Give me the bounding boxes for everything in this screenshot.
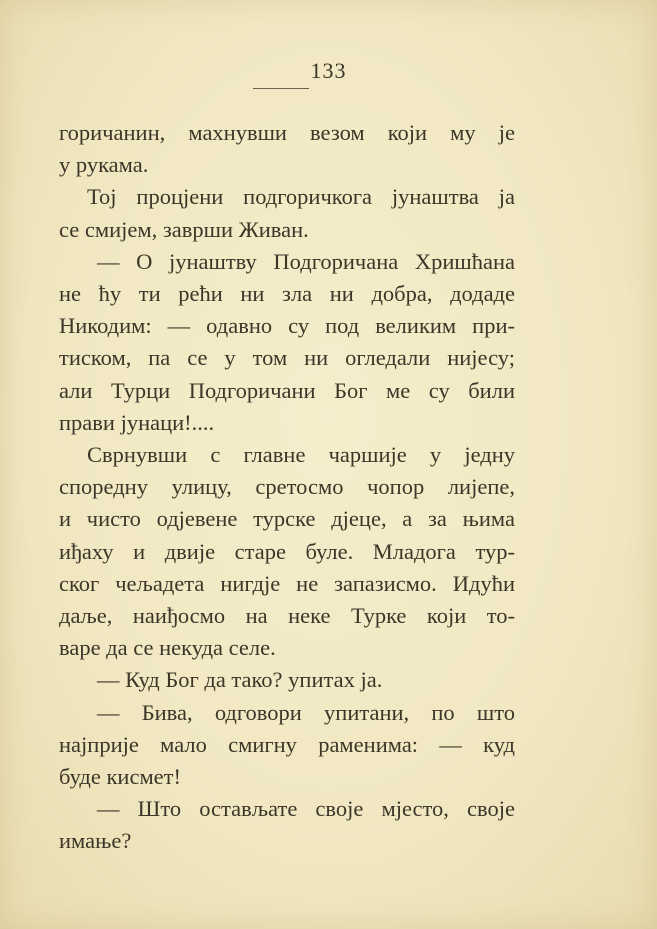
text-line: најприје мало смигну раменима: — куд	[59, 731, 515, 757]
text-line: и чисто одјевене турске дјеце, а за њима	[59, 506, 515, 532]
text-line: тиском, па се у том ни огледали нијесу;	[59, 345, 515, 371]
text-line: Никодим: — одавно су под великим при-	[59, 313, 515, 339]
text-line: имање?	[59, 828, 132, 854]
text-line: Тој процјени подгоричкога јунаштва ја	[87, 184, 515, 210]
text-line: — Бива, одговори упитани, по што	[97, 699, 515, 725]
text-line: — Што остављате своје мјесто, своје	[97, 796, 515, 822]
text-line: се смијем, заврши Живан.	[59, 216, 309, 242]
text-line: ског чељадета нигдје не запазисмо. Идући	[59, 570, 515, 596]
text-line: прави јунаци!....	[59, 409, 215, 435]
page-number: 133	[310, 58, 347, 83]
text-line: Сврнувши с главне чаршије у једну	[87, 442, 515, 468]
text-line: у рукама.	[59, 152, 149, 178]
text-line: буде кисмет!	[59, 764, 181, 790]
text-line: споредну улицу, сретосмо чопор лијепе,	[59, 474, 515, 500]
text-line: — О јунаштву Подгоричана Хришћана	[97, 248, 515, 274]
text-line: али Турци Подгоричани Бог ме су били	[59, 377, 515, 403]
page-number-rule	[253, 88, 309, 89]
text-line: даље, наиђосмо на неке Турке који то-	[59, 603, 515, 629]
text-line: — Куд Бог да тако? упитах ја.	[97, 667, 383, 693]
text-line: горичанин, махнувши везом који му је	[59, 120, 515, 145]
text-line: не ћу ти рећи ни зла ни добра, додаде	[59, 281, 515, 307]
text-line: варе да се некуда селе.	[59, 635, 276, 661]
body-text	[59, 117, 515, 858]
text-line: иђаху и двије старе буле. Младога тур-	[59, 538, 515, 564]
